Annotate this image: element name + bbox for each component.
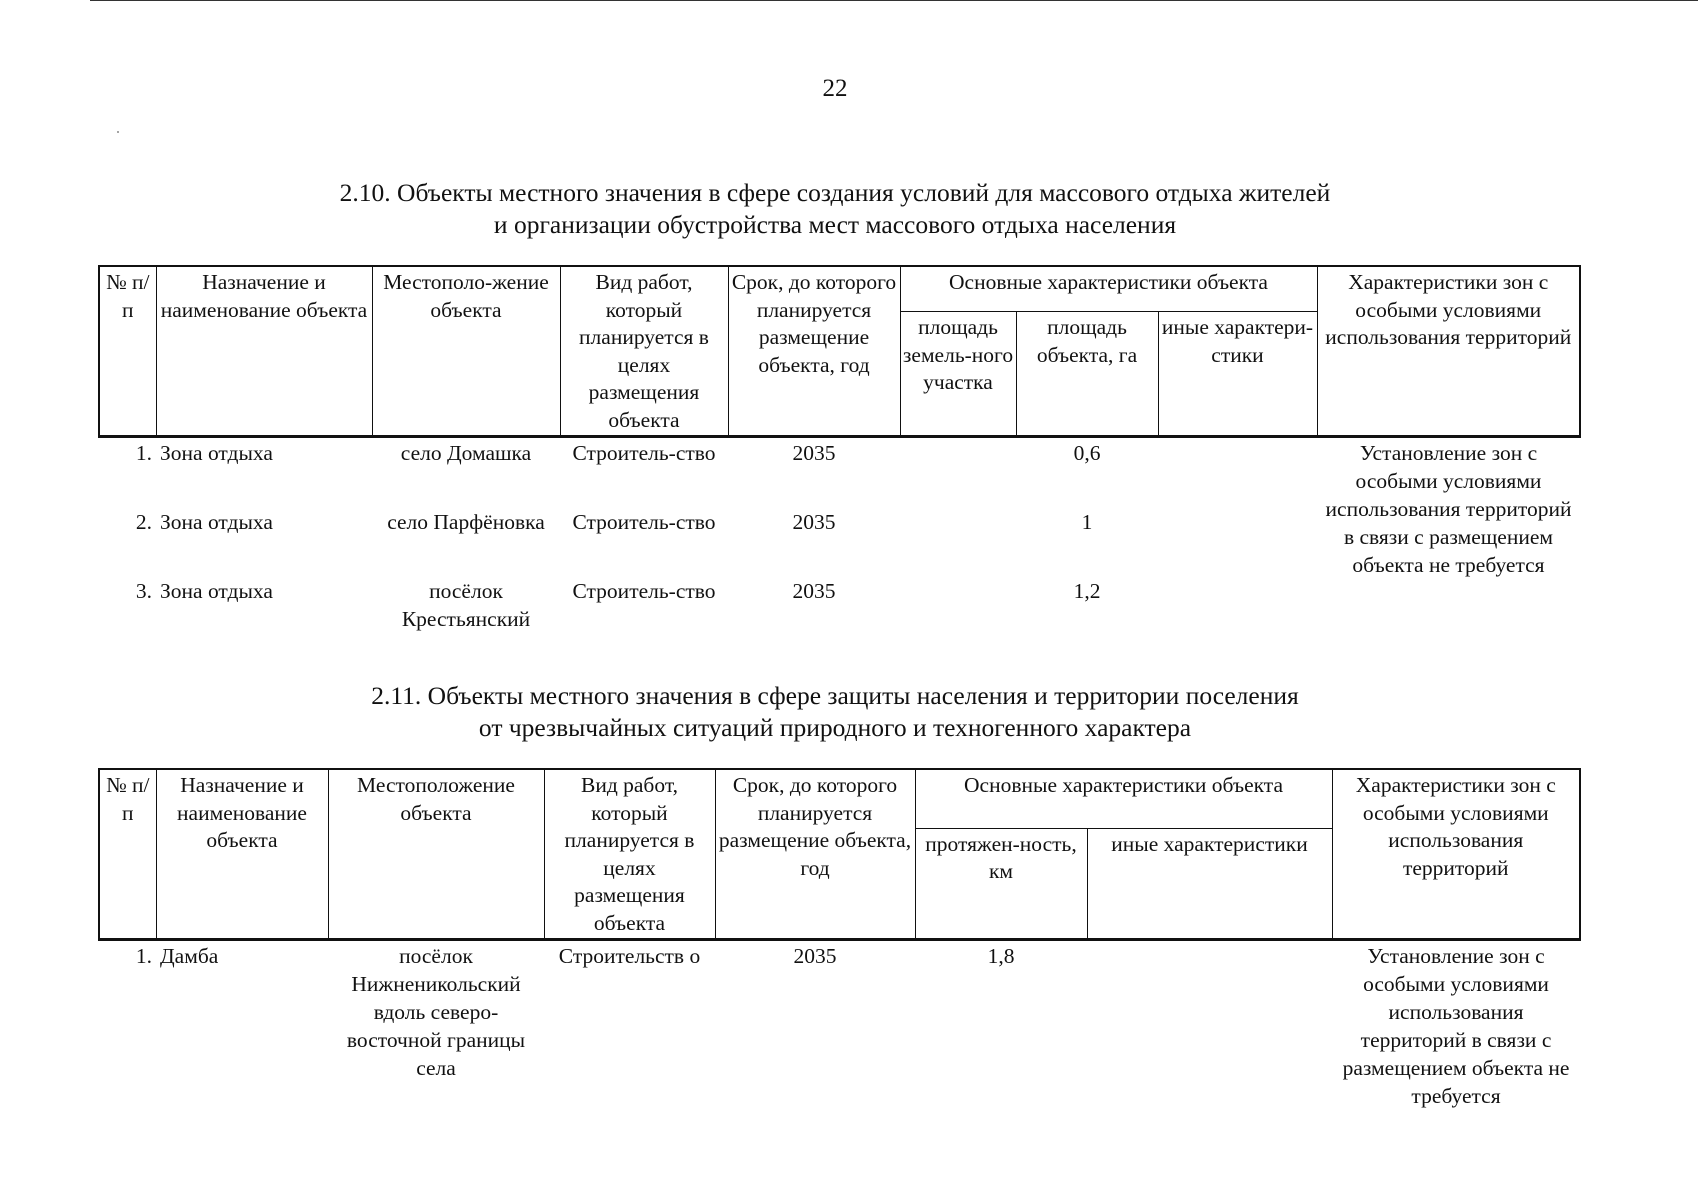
cell-name: Зона отдыха	[160, 441, 273, 465]
cell-zones-note: Установление зон с особыми условиями использования территорий в связи с размещением объекта не требуется	[1342, 944, 1570, 1108]
cell-num: 2.	[135, 510, 152, 534]
cell-other	[1158, 507, 1317, 576]
table-emergency-protection-objects	[98, 768, 1581, 1112]
header-main-characteristics: Основные характеристики объекта	[900, 266, 1317, 312]
header-zones: Характеристики зон с особыми условиями использования территорий	[1317, 266, 1580, 437]
header-term: Срок, до которого планируется размещение объекта, год	[715, 769, 915, 940]
header-location: Местоположение объекта	[328, 769, 544, 940]
header-length: протяжен-ность, км	[915, 828, 1087, 939]
cell-term: 2035	[793, 944, 837, 968]
header-term: Срок, до которого планируется размещение объекта, год	[728, 266, 900, 437]
cell-num: 1.	[135, 944, 152, 968]
header-location: Местополо-жение объекта	[372, 266, 560, 437]
cell-location: село Парфёновка	[387, 510, 545, 534]
header-num: № п/п	[99, 266, 156, 437]
cell-term: 2035	[792, 510, 836, 534]
cell-object-area: 0,6	[1073, 441, 1101, 465]
header-other: иные характери-стики	[1158, 312, 1317, 437]
cell-other	[1158, 576, 1317, 645]
cell-work: Строитель-ство	[572, 510, 716, 534]
cell-object-area: 1,2	[1073, 579, 1101, 603]
section-2-11-title-line2: от чрезвычайных ситуаций природного и техногенного характера	[478, 713, 1192, 742]
cell-object-area: 1	[1081, 510, 1093, 534]
header-num: № п/п	[99, 769, 156, 940]
cell-other	[1087, 940, 1332, 1113]
header-main-characteristics: Основные характеристики объекта	[915, 769, 1332, 828]
table-row	[99, 940, 1580, 1113]
section-2-11-title	[0, 680, 1670, 744]
page-number: 22	[822, 75, 848, 102]
cell-work: Строитель-ство	[572, 579, 716, 603]
section-2-11-title-line1: 2.11. Объекты местного значения в сфере защиты населения и территории поселения	[371, 681, 1299, 710]
header-land-area: площадь земель-ного участка	[900, 312, 1016, 437]
cell-term: 2035	[792, 441, 836, 465]
cell-name: Дамба	[160, 944, 219, 968]
cell-location: посёлок Нижненикольский вдоль северо-восточной границы села	[346, 944, 526, 1080]
header-work-type: Вид работ, который планируется в целях размещения объекта	[544, 769, 715, 940]
cell-length: 1,8	[987, 944, 1015, 968]
table-recreation-objects	[98, 265, 1581, 645]
top-border-line	[90, 0, 1698, 1]
cell-work: Строительств о	[558, 944, 701, 968]
cell-land-area	[900, 576, 1016, 645]
table-row	[99, 437, 1580, 508]
cell-zones-note: Установление зон с особыми условиями использования территорий в связи с размещением объекта не требуется	[1325, 441, 1572, 577]
header-name: Назначение и наименование объекта	[156, 769, 328, 940]
cell-location: посёлок Крестьянский	[401, 579, 531, 631]
cell-term: 2035	[792, 579, 836, 603]
section-2-10-title-line2: и организации обустройства мест массового отдыха населения	[493, 210, 1177, 239]
cell-num: 1.	[135, 441, 152, 465]
cell-name: Зона отдыха	[160, 510, 273, 534]
cell-other	[1158, 437, 1317, 508]
cell-location: село Домашка	[400, 441, 532, 465]
scan-speck	[117, 131, 119, 133]
cell-land-area	[900, 437, 1016, 508]
cell-work: Строитель-ство	[572, 441, 716, 465]
section-2-10-title-line1: 2.10. Объекты местного значения в сфере создания условий для массового отдыха жителей	[339, 178, 1331, 207]
header-zones: Характеристики зон с особыми условиями использования территорий	[1332, 769, 1580, 940]
header-other: иные характеристики	[1087, 828, 1332, 939]
cell-num: 3.	[135, 579, 152, 603]
header-work-type: Вид работ, который планируется в целях размещения объекта	[560, 266, 728, 437]
header-object-area: площадь объекта, га	[1016, 312, 1158, 437]
header-name: Назначение и наименование объекта	[156, 266, 372, 437]
cell-land-area	[900, 507, 1016, 576]
cell-name: Зона отдыха	[160, 579, 273, 603]
section-2-10-title	[0, 177, 1670, 241]
